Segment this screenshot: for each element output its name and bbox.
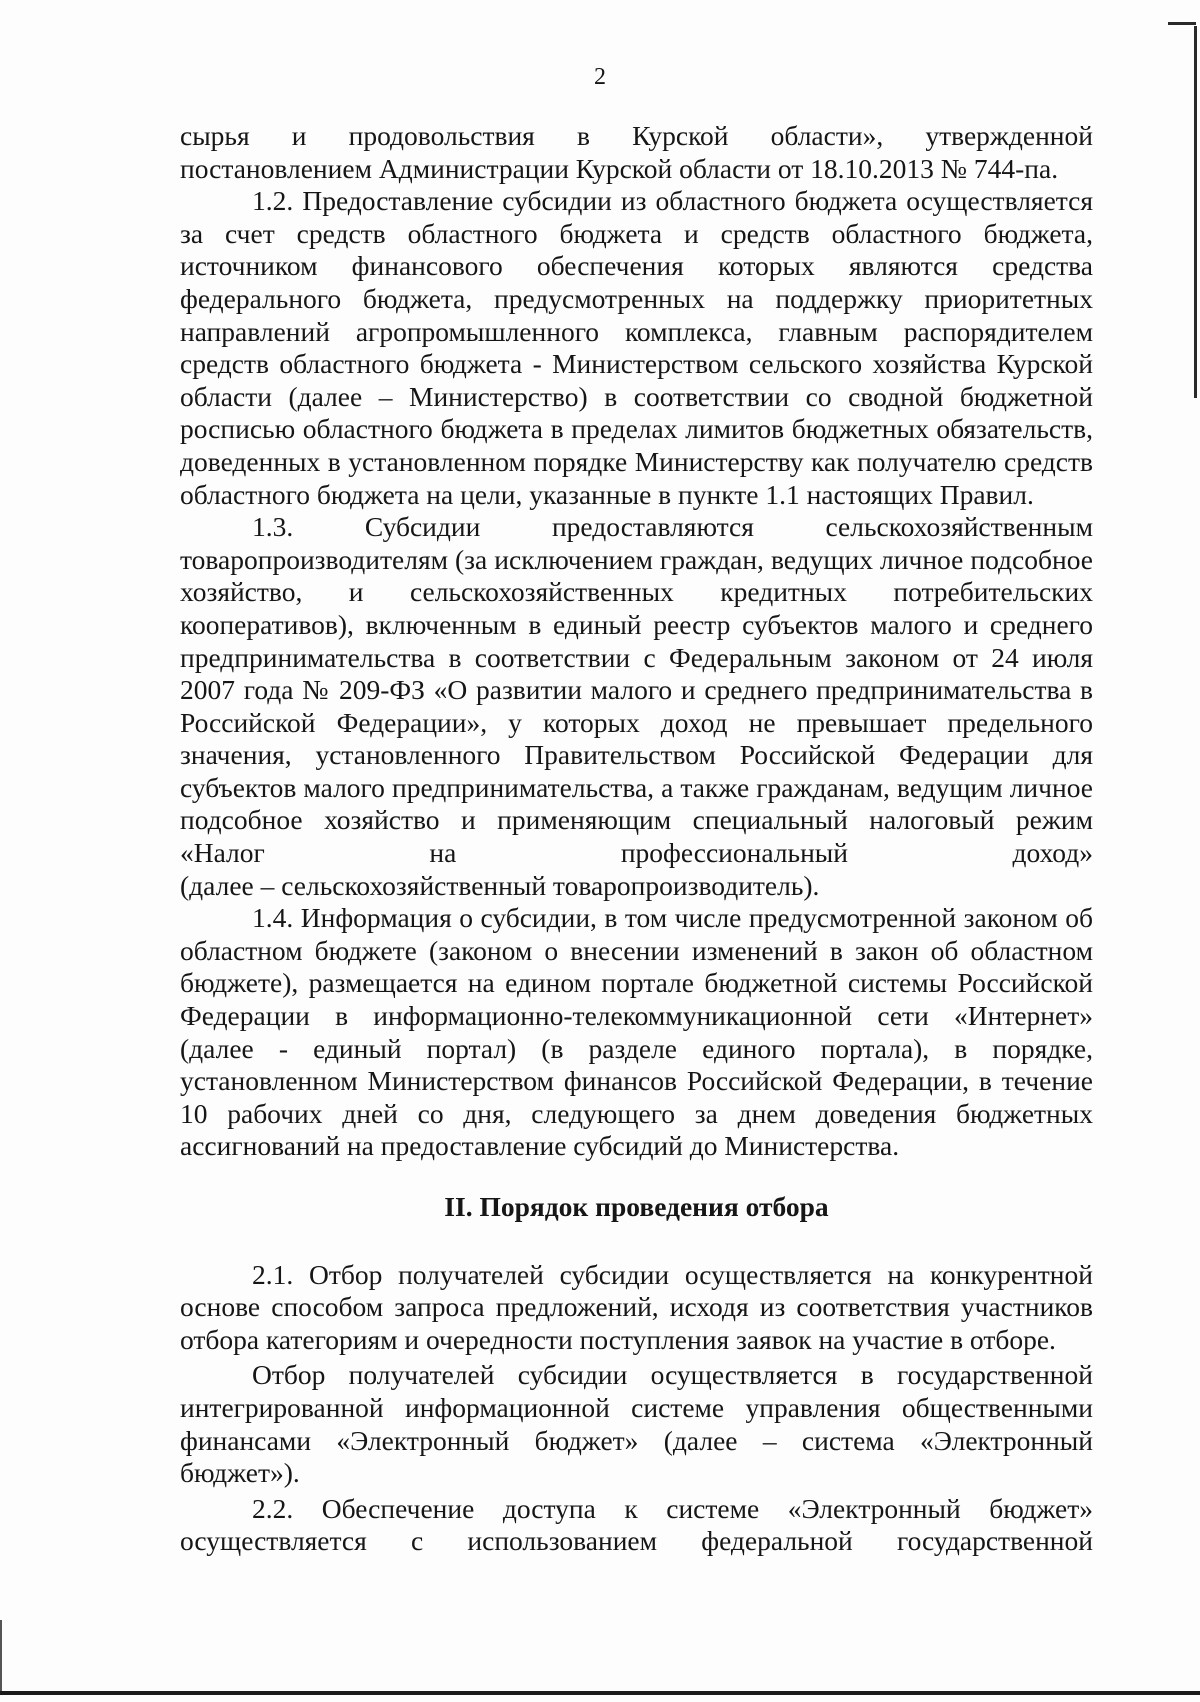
paragraph-2-1: 2.1. Отбор получателей субсидии осуществляется на конкурентной основе способом запроса предложений, исходя из соответствия участников отбора категориям и очередности поступления заявок на участие в отборе. [180,1258,1093,1355]
paragraph-1-4: 1.4. Информация о субсидии, в том числе предусмотренной законом об областном бюджете (законом о внесении изменений в закон об областном бюджете), размещается на едином портале бюджетной системы Российской Федерации в информационно-телекоммуникационной сети «Интернет» (далее - единый портал) (в разделе единого портала), в порядке, установленном Министерством финансов Российской Федерации, в течение 10 рабочих дней со дня, следующего за днем доведения бюджетных ассигнований на предоставление субсидий до Министерства. [180,902,1093,1162]
document-body [180,120,1093,1558]
scan-mark [1168,22,1196,25]
paragraph-1-3-tail: (далее – сельскохозяйственный товаропроизводитель). [180,869,820,901]
paragraph-intro-rest: постановлением Администрации Курской области от 18.10.2013 № 744-па. [180,152,1059,184]
section-heading: II. Порядок проведения отбора [444,1191,829,1222]
paragraph-1-2: 1.2. Предоставление субсидии из областного бюджета осуществляется за счет средств областного бюджета и средств областного бюджета, источником финансового обеспечения которых являются средства федерального бюджета, предусмотренных на поддержку приоритетных направлений агропромышленного комплекса, главным распорядителем средств областного бюджета - Министерством сельского хозяйства Курской области (далее – Министерство) в соответствии со сводной бюджетной росписью областного бюджета в пределах лимитов бюджетных обязательств, доведенных в установленном порядке Министерству как получателю средств областного бюджета на цели, указанные в пункте 1.1 настоящих Правил. [180,185,1093,510]
page-number: 2 [594,64,606,90]
paragraph-1-3: 1.3. Субсидии предоставляются сельскохозяйственным товаропроизводителям (за исключением граждан, ведущих личное подсобное хозяйство, и сельскохозяйственных кредитных потребительских кооперативов), включенным в единый реестр субъектов малого и среднего предпринимательства в соответствии с Федеральным законом от 24 июля 2007 года № 209-ФЗ «О развитии малого и среднего предпринимательства в Российской Федерации», у которых доход не превышает предельного значения, установленного Правительством Российской Федерации для субъектов малого предпринимательства, а также гражданам, ведущим личное подсобное хозяйство и применяющим специальный налоговый режим «Налог на профессиональный доход» [180,511,1093,869]
paragraph-2-2: 2.2. Обеспечение доступа к системе «Электронный бюджет» осуществляется с использованием федеральной государственной [180,1492,1093,1557]
paragraph-intro-line: сырья и продовольствия в Курской области», утвержденной [180,120,1093,151]
scan-edge-bottom [0,1691,1200,1695]
scan-edge-left [0,1620,2,1692]
paragraph-2-1b: Отбор получателей субсидии осуществляется в государственной интегрированной информационной системе управления общественными финансами «Электронный бюджет» (далее – система «Электронный бюджет»). [180,1359,1093,1489]
